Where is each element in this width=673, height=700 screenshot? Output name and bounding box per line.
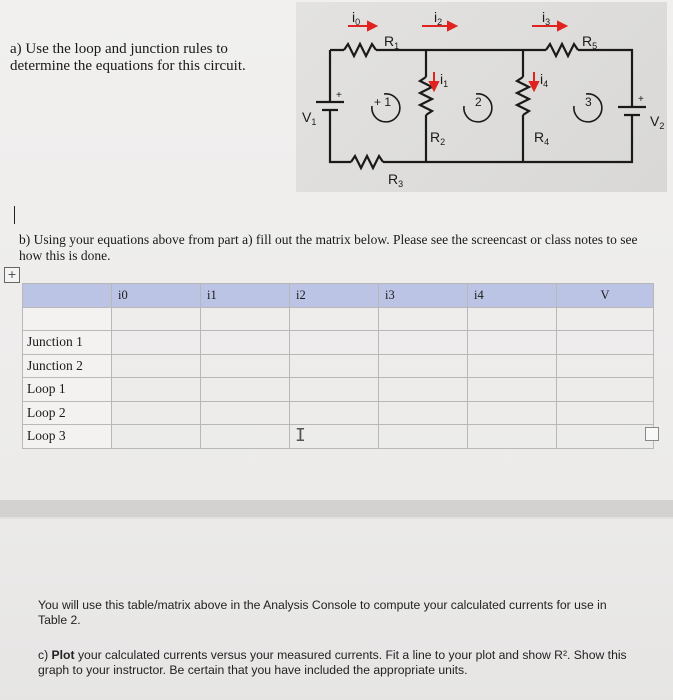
part-a-line-2: determine the equations for this circuit. — [10, 58, 246, 74]
part-a-question — [10, 41, 280, 75]
label-i3: $i_3$ — [542, 9, 551, 27]
matrix-cell[interactable] — [557, 425, 654, 449]
matrix-cell[interactable] — [201, 331, 290, 355]
label-r3: $R_3$ — [388, 171, 404, 189]
matrix-cell[interactable] — [290, 401, 379, 425]
matrix-cell[interactable] — [112, 354, 201, 378]
label-r5: $R_5$ — [582, 33, 598, 51]
matrix-row-label-junction-1[interactable]: Junction 1 — [23, 331, 112, 355]
matrix-row-label-loop-1[interactable]: Loop 1 — [23, 378, 112, 402]
matrix-row-label-loop-3[interactable]: Loop 3 — [23, 425, 112, 449]
wire-bottom — [383, 127, 632, 162]
matrix-cell[interactable] — [379, 425, 468, 449]
matrix-cell[interactable] — [379, 331, 468, 355]
table-row — [23, 307, 654, 331]
matrix-header-i2[interactable]: i2 — [290, 284, 379, 308]
matrix-cell[interactable] — [557, 378, 654, 402]
table-row — [23, 401, 654, 425]
label-battery-v2-plus: + — [638, 94, 644, 105]
matrix-cell[interactable] — [201, 354, 290, 378]
label-v2: $V_2$ — [650, 113, 665, 131]
matrix-cell[interactable] — [201, 307, 290, 331]
matrix-header-i0[interactable]: i0 — [112, 284, 201, 308]
matrix-cell[interactable] — [557, 307, 654, 331]
matrix-cell[interactable] — [112, 401, 201, 425]
label-r2: $R_2$ — [430, 129, 446, 147]
battery-v2 — [618, 107, 646, 115]
matrix-cell[interactable] — [557, 331, 654, 355]
matrix-cell[interactable] — [468, 354, 557, 378]
matrix-cell[interactable] — [112, 425, 201, 449]
circuit-diagram — [296, 2, 667, 192]
matrix-header-i3[interactable]: i3 — [379, 284, 468, 308]
matrix-header-row — [23, 284, 654, 308]
matrix-header-corner[interactable] — [23, 284, 112, 308]
matrix-cell[interactable] — [379, 378, 468, 402]
matrix-cell[interactable] — [290, 378, 379, 402]
matrix-header-i1[interactable]: i1 — [201, 284, 290, 308]
part-c-text: your calculated currents versus your measured currents. Fit a line to your plot and show R². Show this graph to your instructor. Be certain that you have included the appropriate units. — [38, 648, 627, 677]
table-row — [23, 378, 654, 402]
matrix-cell[interactable] — [468, 307, 557, 331]
matrix-cell[interactable] — [468, 378, 557, 402]
matrix-cell[interactable] — [112, 331, 201, 355]
ibeam-cursor-icon: I — [295, 425, 306, 446]
resistor-r3 — [351, 156, 383, 168]
matrix-cell[interactable] — [201, 378, 290, 402]
matrix-cell[interactable] — [379, 401, 468, 425]
matrix-cell[interactable] — [290, 331, 379, 355]
page-separator — [0, 500, 673, 517]
wire-top-right — [578, 50, 632, 97]
part-c-bold: Plot — [51, 648, 75, 662]
label-loop-2: 2 — [475, 95, 482, 109]
matrix-row-label[interactable] — [23, 307, 112, 331]
matrix-table — [22, 283, 654, 449]
matrix-cell[interactable] — [112, 307, 201, 331]
text-cursor — [14, 206, 15, 224]
matrix-cell[interactable] — [557, 354, 654, 378]
resistor-r1 — [344, 44, 376, 56]
label-r4: $R_4$ — [534, 129, 550, 147]
table-move-handle[interactable]: + — [4, 267, 20, 283]
label-i1: $i_1$ — [440, 71, 449, 89]
page-separator-line — [0, 517, 673, 519]
matrix-row-label-junction-2[interactable]: Junction 2 — [23, 354, 112, 378]
part-a-line-1: a) Use the loop and junction rules to — [10, 41, 228, 57]
matrix-cell[interactable] — [468, 425, 557, 449]
table-row — [23, 331, 654, 355]
label-loop-3: 3 — [585, 95, 592, 109]
part-c-prefix: c) — [38, 648, 52, 662]
matrix-cell[interactable] — [112, 378, 201, 402]
label-r1: $R_1$ — [384, 33, 400, 51]
label-battery-plus: + — [336, 90, 342, 101]
table-row — [23, 425, 654, 449]
circuit-schematic — [296, 2, 667, 192]
label-i2: $i_2$ — [434, 9, 443, 27]
label-loop-1: + 1 — [374, 95, 392, 109]
matrix-cell[interactable] — [201, 425, 290, 449]
resistor-r5 — [546, 44, 578, 56]
resistor-r4 — [517, 77, 529, 115]
part-c-question — [38, 648, 638, 677]
analysis-note: You will use this table/matrix above in the Analysis Console to compute your calculated currents for use in Table 2. — [38, 598, 607, 627]
matrix-cell[interactable] — [290, 354, 379, 378]
part-b-question: b) Using your equations above from part a) fill out the matrix below. Please see the screencast or class notes to see how this is done. — [19, 232, 638, 263]
label-i0: $i_0$ — [352, 9, 361, 27]
table-resize-handle[interactable] — [645, 427, 659, 441]
matrix-cell[interactable] — [290, 307, 379, 331]
matrix-header-i4[interactable]: i4 — [468, 284, 557, 308]
matrix-cell[interactable] — [468, 401, 557, 425]
matrix-header-v[interactable]: V — [557, 284, 654, 308]
wire-top-left — [330, 50, 344, 68]
matrix-row-label-loop-2[interactable]: Loop 2 — [23, 401, 112, 425]
label-v1: $V_1$ — [302, 109, 317, 127]
matrix-cell[interactable] — [468, 331, 557, 355]
battery-v1 — [316, 102, 344, 110]
matrix-cell[interactable] — [201, 401, 290, 425]
matrix-cell[interactable] — [379, 354, 468, 378]
wire-left-bottom — [330, 110, 351, 162]
matrix-cell[interactable] — [557, 401, 654, 425]
matrix-cell[interactable] — [379, 307, 468, 331]
label-i4: $i_4$ — [540, 71, 549, 89]
table-row — [23, 354, 654, 378]
